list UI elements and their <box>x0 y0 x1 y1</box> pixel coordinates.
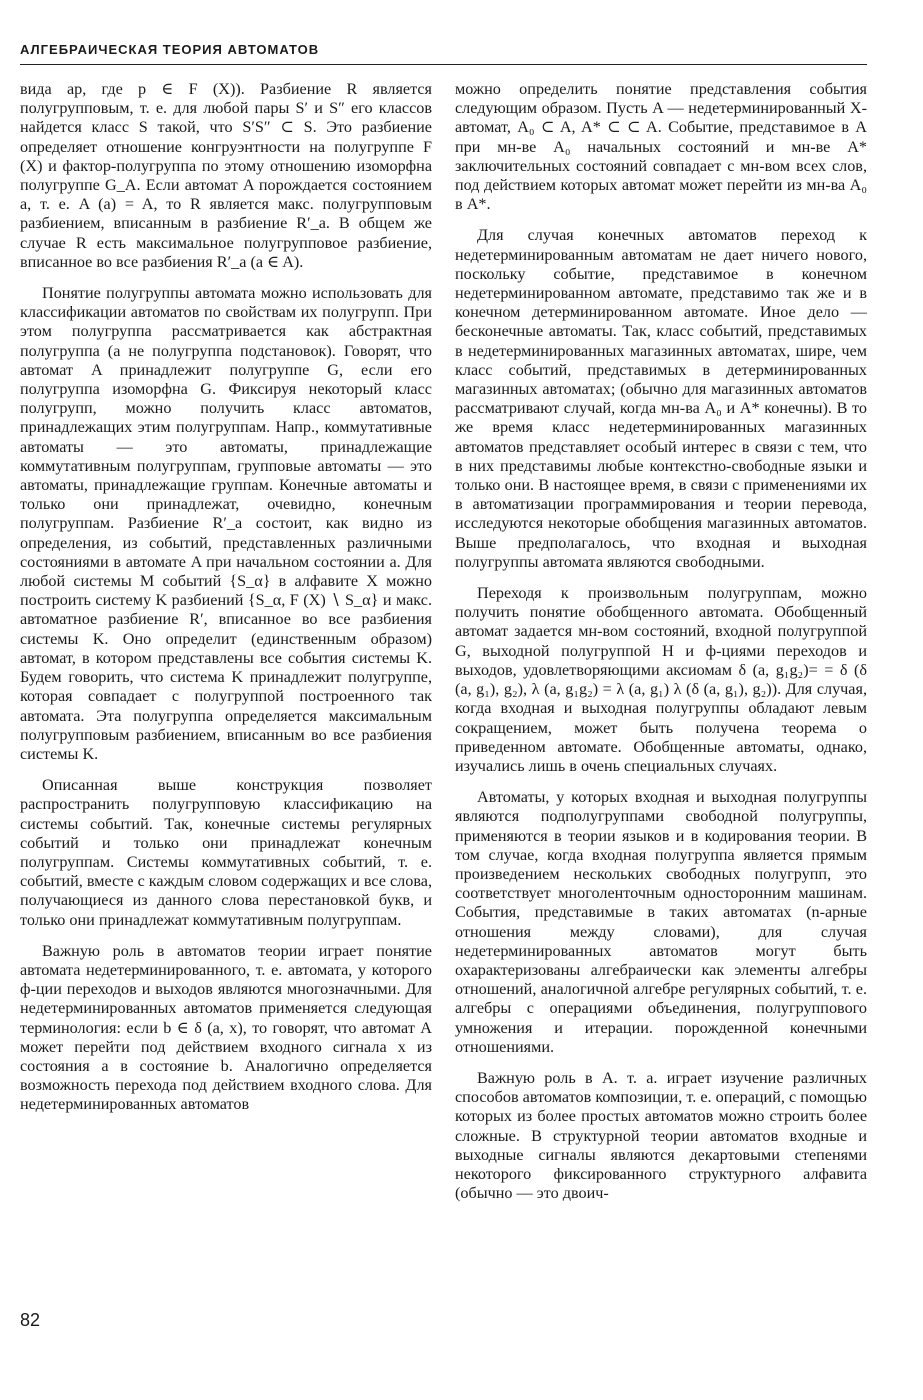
right-column <box>455 80 867 1215</box>
right-paragraph-3: Переходя к произвольным полугруппам, можно получить понятие обобщенного автомата. Обобщенный автомат задается мн-вом состояний, входной полугруппой G, выходной полугруппой H и ф-циями переходов и выходов, удовлетворяющими аксиомам δ (a, g₁g₂)= = δ (δ (a, g₁), g₂), λ (a, g₁g₂) = λ (a, g₁) λ (δ (a, g₁), g₂)). Для случая, когда входная и выходная полугруппы обладают левым сокращением, может быть получена теорема о приведенном автомате. Обобщенные автоматы, однако, изучались лишь в очень специальных случаях. <box>455 584 867 775</box>
left-paragraph-1: вида ap, где p ∈ F (X)). Разбиение R является полугрупповым, т. е. для любой пары S′ и S″ его классов найдется класс S такой, что S′S″ ⊂ S. Это разбиение определяет отношение конгруэнтности на полугруппе F (X) и фактор-полугруппа по этому отношению изоморфна полугруппе G_A. Если автомат A порождается состоянием a, т. е. A (a) = A, то R является макс. полугрупповым разбиением, вписанным в разбиение R′_a. В общем же случае R есть максимальное полугрупповое разбиение, вписанное во все разбиения R′_a (a ∈ A). <box>20 80 432 271</box>
right-paragraph-4: Автоматы, у которых входная и выходная полугруппы являются подполугруппами свободной полугруппы, применяются в теории языков и в кодирования теории. В том случае, когда входная полугруппа является прямым произведением нескольких свободных полугрупп, это соответствует многоленточным односторонним машинам. События, представимые в таких автоматах (n-арные отношения между словами), для случая недетерминированных автоматов могут быть охарактеризованы алгебраически как элементы алгебры отношений, аналогичной алгебре регулярных событий, т. е. алгебры с операциями объединения, полугруппового умножения и итерации. порожденной конечными отношениями. <box>455 788 867 1056</box>
right-paragraph-2: Для случая конечных автоматов переход к недетерминированным автоматам не дает ничего нового, поскольку событие, представимое в конечном недетерминированном автомате, представимо так же и в конечном детерминированном автомате. Иное дело — бесконечные автоматы. Так, класс событий, представимых в недетерминированных магазинных автоматах, шире, чем класс событий, представимых в детерминированных магазинных автоматах; (обычно для магазинных автоматов рассматривают случай, когда мн-ва A₀ и A* конечны). В то же время класс недетерминированных магазинных автоматов представляет особый интерес в связи с тем, что в них представимы любые контекстно-свободные языки и только они. В настоящее время, в связи с применениями их в автоматизации программирования и теории перевода, исследуются некоторые обобщения магазинных автоматов. Выше предполагалось, что входная и выходная полугруппы автомата являются свободными. <box>455 226 867 571</box>
header-rule <box>20 64 867 65</box>
page-number: 82 <box>20 1310 41 1330</box>
right-paragraph-5: Важную роль в А. т. а. играет изучение различных способов автоматов композиции, т. е. операций, с помощью которых из более простых автоматов можно строить более сложные. В структурной теории автоматов входные и выходные сигналы являются декартовыми степенями некоторого фиксированного структурного алфавита (обычно — это двоич- <box>455 1068 867 1203</box>
left-column <box>20 80 432 1127</box>
right-paragraph-1: можно определить понятие представления события следующим образом. Пусть A — недетерминированный X-автомат, A₀ ⊂ A, A* ⊂ ⊂ A. Событие, представимое в A при мн-ве A₀ начальных состояний и мн-ве A* заключительных состояний совпадает с мн-вом всех слов, под действием которых автомат может перейти из мн-ва A₀ в A*. <box>455 80 867 214</box>
left-paragraph-4: Важную роль в автоматов теории играет понятие автомата недетерминированного, т. е. автомата, у которого ф-ции переходов и выходов являются многозначными. Для недетерминированных автоматов применяется следующая терминология: если b ∈ δ (a, x), то говорят, что автомат A может перейти под действием входного сигнала x из состояния a в состояние b. Аналогично определяется возможность перехода под действием входного слова. Для недетерминированных автоматов <box>20 941 432 1114</box>
left-paragraph-2: Понятие полугруппы автомата можно использовать для классификации автоматов по свойствам их полугрупп. При этом полугруппа рассматривается как абстрактная полугруппа (а не полугруппа подстановок). Говорят, что автомат A принадлежит полугруппе G, если его полугруппа изоморфна G. Фиксируя некоторый класс полугрупп, можно получить класс автоматов, принадлежащих этим полугруппам. Напр., коммутативные автоматы — это автоматы, принадлежащие коммутативным полугруппам, групповые автоматы — это автоматы, принадлежащие группам. Конечные автоматы и только они принадлежат, очевидно, конечным полугруппам. Разбиение R′_a состоит, как видно из определения, из событий, представленных различными состояниями в автомате A при начальном состоянии a. Для любой системы M событий {S_α} в алфавите X можно построить систему K разбиений {S_α, F (X) ∖ S_α} и макс. автоматное разбиение R′, вписанное во все разбиения системы K. Оно определит (единственным образом) автомат, в котором представлены все события системы K. Будем говорить, что система K принадлежит полугруппе, которая совпадает с полугруппой построенного так автомата. Эта полугруппа определяется максимальным полугрупповым разбиением, вписанным во все разбиения системы K. <box>20 284 432 763</box>
left-paragraph-3: Описанная выше конструкция позволяет распространить полугрупповую классификацию на системы событий. Так, конечные системы регулярных событий и только они принадлежат конечным полугруппам. Системы коммутативных событий, т. е. событий, вместе с каждым словом содержащих и все слова, получающиеся из данного слова перестановкой букв, и только они принадлежат коммутативным полугруппам. <box>20 776 433 929</box>
running-header: АЛГЕБРАИЧЕСКАЯ ТЕОРИЯ АВТОМАТОВ <box>20 42 320 57</box>
